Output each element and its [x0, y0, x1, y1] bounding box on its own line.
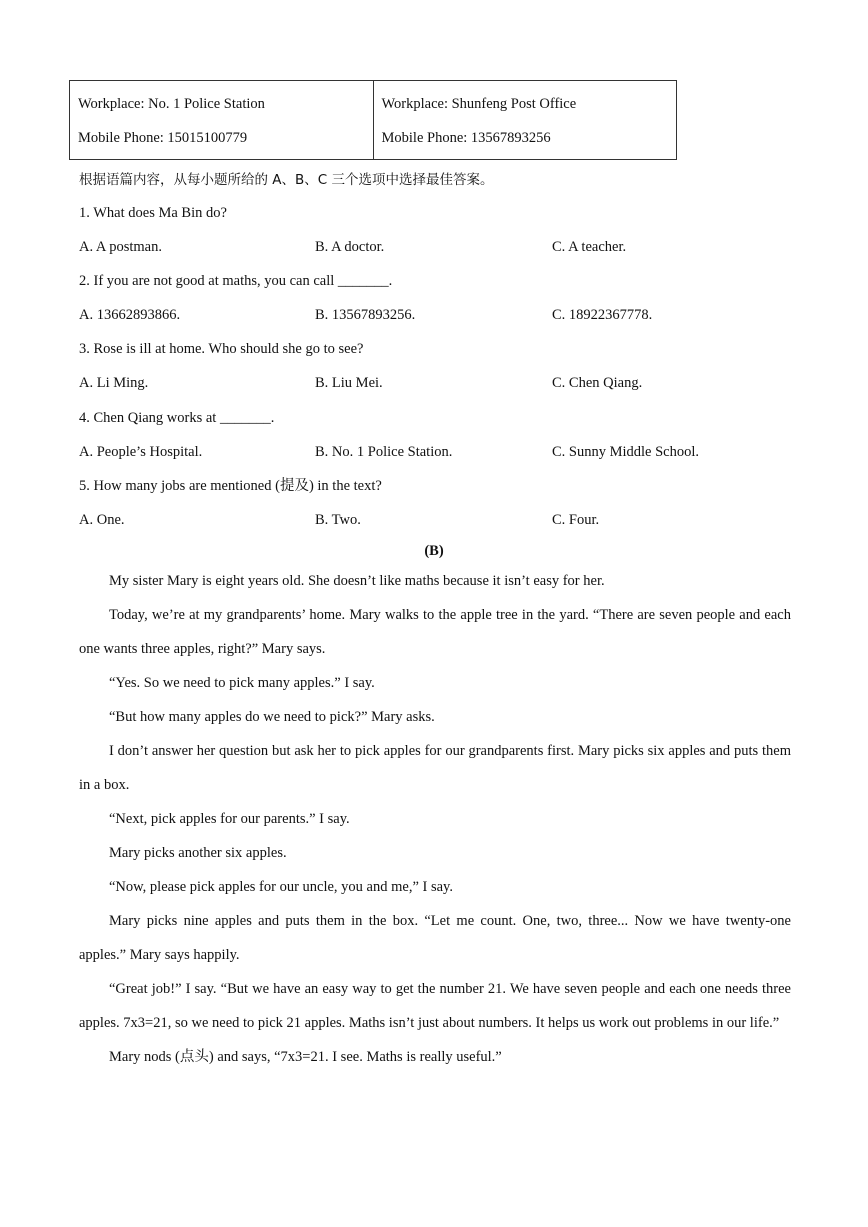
q2-option-b: B. 13567893256.	[315, 307, 416, 323]
question-4: 4. Chen Qiang works at _______.	[79, 410, 275, 426]
question-1: 1. What does Ma Bin do?	[79, 205, 227, 221]
passage-paragraph-6: “Next, pick apples for our parents.” I say.	[109, 811, 350, 827]
q4-option-c: C. Sunny Middle School.	[552, 444, 700, 460]
passage-paragraph-7: Mary picks another six apples.	[109, 845, 287, 861]
q5-option-b: B. Two.	[315, 512, 361, 528]
question-3: 3. Rose is ill at home. Who should she go to see?	[79, 341, 364, 357]
question-5: 5. How many jobs are mentioned (提及) in the text?	[79, 478, 382, 494]
q2-option-c: C. 18922367778.	[552, 307, 653, 323]
question-2: 2. If you are not good at maths, you can call _______.	[79, 273, 393, 289]
q1-option-a: A. A postman.	[79, 239, 162, 255]
q3-option-c: C. Chen Qiang.	[552, 375, 643, 391]
passage-paragraph-11: Mary nods (点头) and says, “7x3=21. I see. Maths is really useful.”	[109, 1049, 502, 1065]
passage-paragraph-5: I don’t answer her question but ask her to pick apples for our grandparents first. Mary picks six apples and puts them in a box.	[79, 743, 791, 793]
passage-paragraph-1: My sister Mary is eight years old. She doesn’t like maths because it isn’t easy for her.	[109, 573, 605, 589]
q4-option-a: A. People’s Hospital.	[79, 444, 203, 460]
mobile-phone-text: Mobile Phone: 15015100779	[78, 130, 248, 146]
contact-cell-right	[373, 81, 677, 160]
q1-option-c: C. A teacher.	[552, 239, 627, 255]
q3-option-b: B. Liu Mei.	[315, 375, 383, 391]
passage-paragraph-9: Mary picks nine apples and puts them in the box. “Let me count. One, two, three... Now we have twenty-one apples.” Mary says happily.	[79, 913, 791, 963]
contact-table	[69, 80, 677, 160]
workplace-text: Workplace: No. 1 Police Station	[78, 96, 265, 112]
q5-option-a: A. One.	[79, 512, 125, 528]
section-b-passage	[79, 564, 791, 1074]
q2-option-a: A. 13662893866.	[79, 307, 181, 323]
q3-option-a: A. Li Ming.	[79, 375, 149, 391]
workplace-text: Workplace: Shunfeng Post Office	[381, 96, 577, 112]
passage-paragraph-4: “But how many apples do we need to pick?” Mary asks.	[109, 709, 435, 725]
section-b-heading: (B)	[424, 543, 444, 559]
passage-paragraph-3: “Yes. So we need to pick many apples.” I say.	[109, 675, 375, 691]
mobile-phone-text: Mobile Phone: 13567893256	[381, 130, 551, 146]
passage-paragraph-2: Today, we’re at my grandparents’ home. Mary walks to the apple tree in the yard. “There are seven people and each one wants three apples, right?” Mary says.	[79, 607, 791, 657]
passage-paragraph-10: “Great job!” I say. “But we have an easy way to get the number 21. We have seven people and each one needs three apples. 7x3=21, so we need to pick 21 apples. Maths isn’t just about numbers. It helps us work out problems in our life.”	[79, 981, 791, 1031]
contact-cell-left	[70, 81, 374, 160]
q1-option-b: B. A doctor.	[315, 239, 385, 255]
q5-option-c: C. Four.	[552, 512, 600, 528]
q4-option-b: B. No. 1 Police Station.	[315, 444, 453, 460]
instruction-text: 根据语篇内容，从每小题所给的 A、B、C 三个选项中选择最佳答案。	[79, 172, 494, 188]
passage-paragraph-8: “Now, please pick apples for our uncle, you and me,” I say.	[109, 879, 453, 895]
